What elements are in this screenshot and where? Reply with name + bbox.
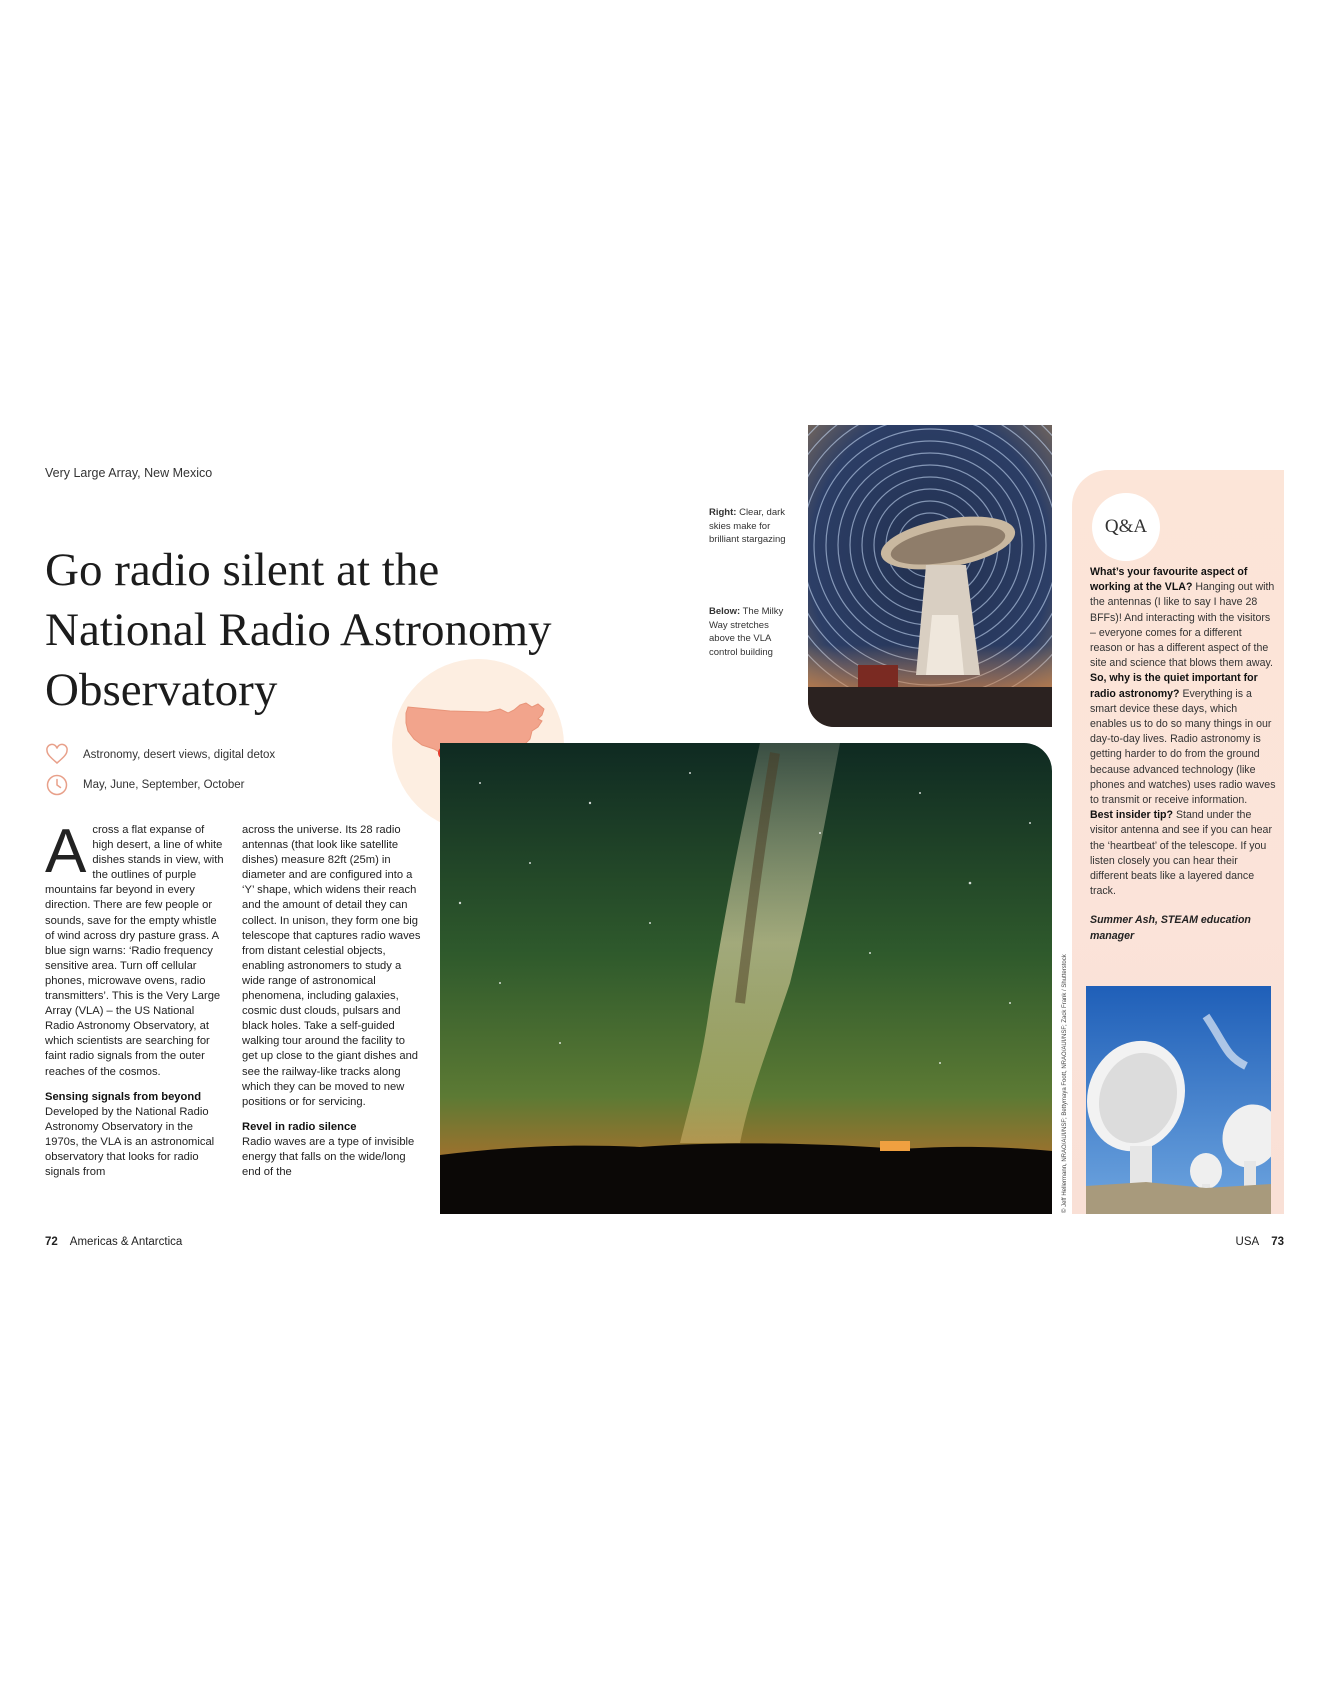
caption-below <box>709 605 794 659</box>
footer-section-left: Americas & Antarctica <box>69 1236 183 1248</box>
caption-right-text: Clear, dark skies make for brilliant stargazing <box>709 507 786 545</box>
title-line-2: National Radio Astronomy <box>45 604 552 656</box>
qa-item-3 <box>1090 808 1276 899</box>
fact-interests <box>45 740 275 770</box>
kicker: Very Large Array, New Mexico <box>45 466 213 480</box>
qa-answer-2: Everything is a smart device these days, which enables us to do so many things in our day-to-day lives. Radio astronomy is getting harder to do from the ground because advanced technology (like phones and watches) uses radio waves to transmit or receive information. <box>1090 687 1276 807</box>
body-paragraph-3: Radio waves are a type of invisible energy that falls on the wide/long end of the <box>242 1135 415 1179</box>
footer-left <box>45 1236 182 1248</box>
body-paragraph-1-text: cross a flat expanse of high desert, a line of white dishes stands in view, with the outlines of purple mountains far beyond in every direction. There are few people or sounds, save for the empty whistle of wind across dry pasture grass. A blue sign warns: ‘Radio frequency sensitive area. Turn off cellular phones, microwave ovens, radio transmitters’. This is the Very Large Array (VLA) – the US National Radio Astronomy Observatory, at which scientists are searching for faint radio signals from the outer reaches of the cosmos. <box>45 824 224 1078</box>
body-paragraph-2a: Developed by the National Radio Astronomy Observatory in the 1970s, the VLA is an astronomical observatory that looks for radio signals from <box>45 1105 215 1179</box>
title-line-3: Observatory <box>45 664 278 716</box>
body-column-2 <box>242 823 422 1180</box>
qa-text <box>1090 565 1276 944</box>
qa-question-1: What’s your favourite aspect of working at the VLA? <box>1090 566 1248 594</box>
page-number-right: 73 <box>1271 1236 1284 1248</box>
body-column-1 <box>45 817 225 1180</box>
clock-icon <box>45 773 69 797</box>
fact-best-time-text: May, June, September, October <box>83 779 245 791</box>
caption-below-text: The Milky Way stretches above the VLA control building <box>709 606 784 658</box>
photo-milky-way <box>440 743 1052 1214</box>
qa-signature: Summer Ash, STEAM education manager <box>1090 914 1251 942</box>
caption-right <box>709 506 794 547</box>
heart-icon <box>45 743 69 767</box>
photo-credit-text: © Jeff Hellermann, NRAO/AUI/NSF; Bettymaya Foott, NRAO/AUI/NSF; Zack Frank / Shutterstock <box>1062 954 1068 1213</box>
photo-vla-dishes <box>1086 986 1271 1214</box>
page-number-left: 72 <box>45 1236 58 1248</box>
qa-question-2: So, why is the quiet important for radio astronomy? <box>1090 672 1258 700</box>
qa-answer-1: Hanging out with the antennas (I like to say I have 28 BFFs)! And interacting with the visitors – everyone comes for a different reason or has a different aspect of the site and science that blows them away. <box>1090 581 1275 670</box>
subheading-sensing: Sensing signals from beyond <box>45 1090 202 1103</box>
qa-question-3: Best insider tip? <box>1090 809 1173 822</box>
drop-cap: A <box>45 817 87 886</box>
photo-dish-star-trails <box>808 425 1052 727</box>
caption-right-label: Right: <box>709 507 737 518</box>
footer-section-right: USA <box>1235 1236 1260 1248</box>
subheading-revel: Revel in radio silence <box>242 1120 357 1133</box>
qa-badge: Q&A <box>1092 493 1160 561</box>
qa-answer-3: Stand under the visitor antenna and see if you can hear the ‘heartbeat’ of the telescope. If you listen closely you can hear their different beats like a layered dance track. <box>1090 809 1272 898</box>
facts-list <box>45 740 275 800</box>
body-paragraph-1 <box>45 817 225 1080</box>
fact-interests-text: Astronomy, desert views, digital detox <box>83 749 276 761</box>
photo-credit <box>1058 945 1068 1215</box>
caption-below-label: Below: <box>709 606 741 617</box>
body-paragraph-2b: across the universe. Its 28 radio antennas (that look like satellite dishes) measure 82ft (25m) in diameter and are configured into a ‘Y’ shape, which widens their reach and the amount of detail they can collect. In unison, they form one big telescope that captures radio waves from distant celestial objects, enabling astronomers to study a wide range of astronomical phenomena, including galaxies, cosmic dust clouds, pulsars and black holes. Take a self-guided walking tour around the facility to get up close to the giant dishes and see the railway-like tracks along which they can be moved to new positions or for servicing. <box>242 824 421 1108</box>
fact-best-time <box>45 770 275 800</box>
title-line-1: Go radio silent at the <box>45 544 440 596</box>
qa-item-1 <box>1090 565 1276 671</box>
footer-right <box>1200 1236 1284 1248</box>
qa-item-2 <box>1090 671 1276 808</box>
